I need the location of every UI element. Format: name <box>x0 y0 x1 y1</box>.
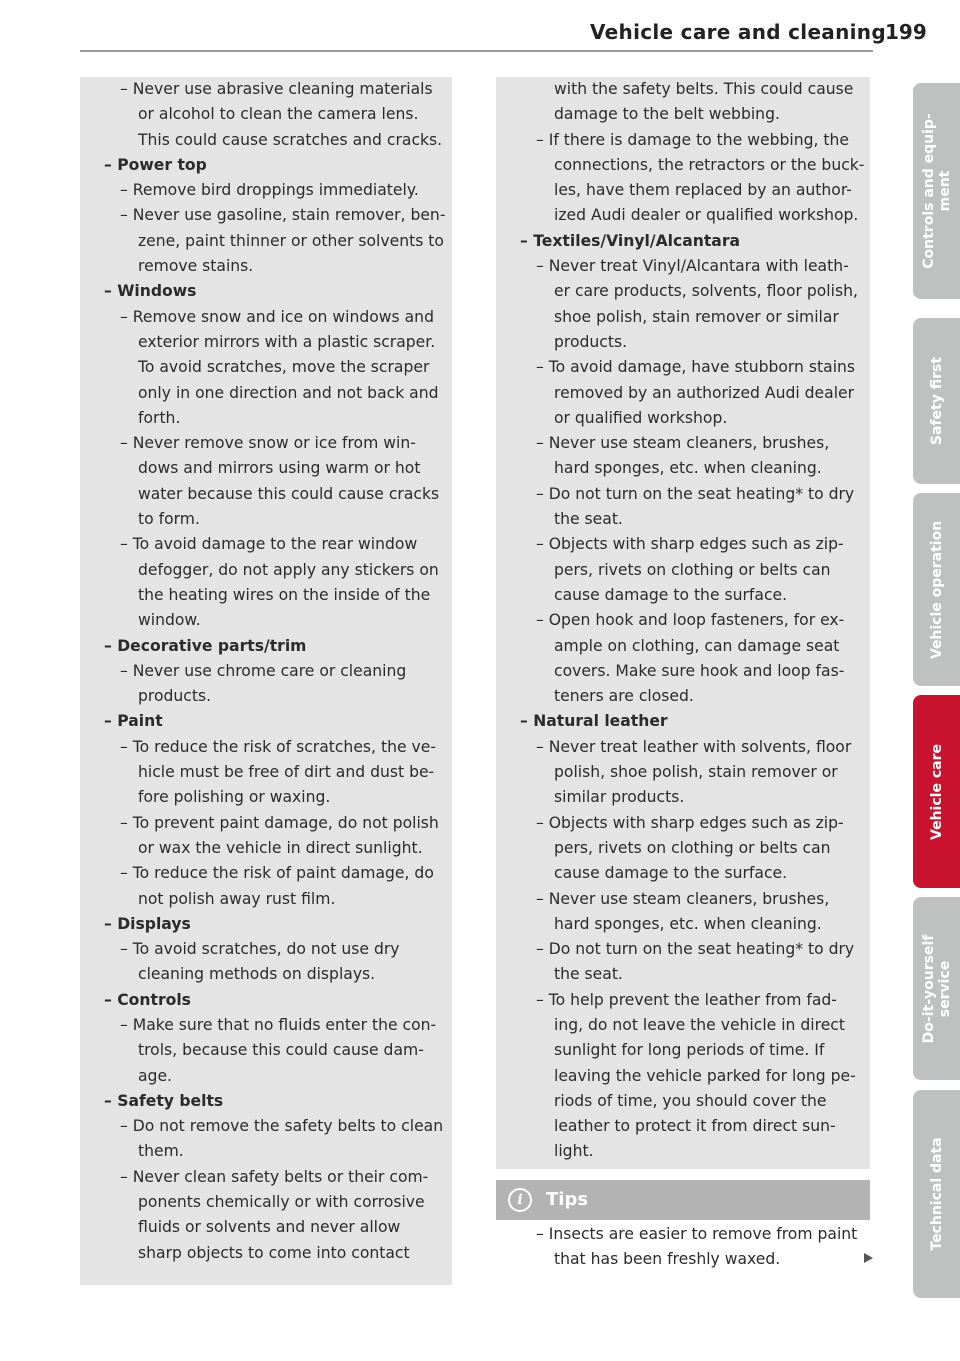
text-line: or qualified workshop. <box>554 408 728 427</box>
text-line: To avoid scratches, move the scraper <box>138 358 430 377</box>
text-line: ing, do not leave the vehicle in direct <box>554 1015 845 1034</box>
running-header-title: Vehicle care and cleaning <box>590 20 886 44</box>
text-line: hard sponges, etc. when cleaning. <box>554 914 822 933</box>
text-line: – Objects with sharp edges such as zip- <box>536 535 844 554</box>
tab-label: Vehicle care <box>928 743 945 840</box>
text-line: – Open hook and loop fasteners, for ex- <box>536 611 845 630</box>
tips-heading-bar <box>496 1180 870 1220</box>
text-line: – To help prevent the leather from fad- <box>536 990 837 1009</box>
text-line: zene, paint thinner or other solvents to <box>138 231 444 250</box>
page-number: 199 <box>885 20 927 44</box>
text-line: fore polishing or waxing. <box>138 788 331 807</box>
text-line: teners are closed. <box>554 687 694 706</box>
text-line: sharp objects to come into contact <box>138 1243 410 1262</box>
tab-safety-first[interactable] <box>913 318 960 484</box>
text-line: leaving the vehicle parked for long pe- <box>554 1066 856 1085</box>
tab-controls-and-equipment[interactable] <box>913 83 960 299</box>
left-column-text <box>80 77 452 1266</box>
section-heading: – Power top <box>104 155 207 174</box>
text-line: – Make sure that no fluids enter the con- <box>120 1015 437 1034</box>
text-line: exterior mirrors with a plastic scraper. <box>138 332 436 351</box>
tab-vehicle-care[interactable] <box>913 695 960 888</box>
text-line: – Never use steam cleaners, brushes, <box>536 889 830 908</box>
text-line: – To avoid scratches, do not use dry <box>120 940 400 959</box>
text-line: – Do not turn on the seat heating* to dry <box>536 940 855 959</box>
text-line: – Remove snow and ice on windows and <box>120 307 434 326</box>
text-line: – Do not turn on the seat heating* to dry <box>536 484 855 503</box>
text-line: pers, rivets on clothing or belts can <box>554 838 831 857</box>
right-column-text <box>496 77 870 1165</box>
text-line: ized Audi dealer or qualified workshop. <box>554 206 859 225</box>
text-line: damage to the belt webbing. <box>554 105 780 124</box>
text-line: products. <box>554 332 628 351</box>
section-heading: – Decorative parts/trim <box>104 636 307 655</box>
text-line: cleaning methods on displays. <box>138 965 376 984</box>
section-heading: – Controls <box>104 990 191 1009</box>
text-line: – To reduce the risk of scratches, the ve- <box>120 737 436 756</box>
text-line: age. <box>138 1066 173 1085</box>
text-line: light. <box>554 1142 594 1161</box>
text-line: – To avoid damage to the rear window <box>120 535 418 554</box>
text-line: leather to protect it from direct sun- <box>554 1117 836 1136</box>
section-heading: – Paint <box>104 712 163 731</box>
text-line: fluids or solvents and never allow <box>138 1218 401 1237</box>
tab-vehicle-operation[interactable] <box>913 493 960 686</box>
text-line: hicle must be free of dirt and dust be- <box>138 763 435 782</box>
text-line: forth. <box>138 408 181 427</box>
section-heading: – Natural leather <box>520 712 668 731</box>
tips-text <box>496 1222 870 1273</box>
continue-arrow-icon <box>864 1253 873 1263</box>
text-line: removed by an authorized Audi dealer <box>554 383 855 402</box>
section-heading: – Textiles/Vinyl/Alcantara <box>520 231 741 250</box>
info-icon: i <box>508 1188 532 1212</box>
tab-do-it-yourself-service[interactable] <box>913 897 960 1080</box>
text-line: er care products, solvents, floor polish, <box>554 282 858 301</box>
text-line: them. <box>138 1142 184 1161</box>
text-line: or alcohol to clean the camera lens. <box>138 105 419 124</box>
section-heading: – Windows <box>104 282 197 301</box>
text-line: sunlight for long periods of time. If <box>554 1041 825 1060</box>
text-line: This could cause scratches and cracks. <box>138 130 443 149</box>
tab-label: Vehicle operation <box>928 520 945 659</box>
header-rule <box>80 50 873 52</box>
text-line: remove stains. <box>138 257 254 276</box>
text-line: cause damage to the surface. <box>554 864 788 883</box>
text-line: with the safety belts. This could cause <box>554 80 854 98</box>
tips-heading: Tips <box>546 1189 589 1210</box>
text-line: the seat. <box>554 965 623 984</box>
text-line: – Never treat leather with solvents, floor <box>536 737 852 756</box>
text-line: connections, the retractors or the buck- <box>554 155 865 174</box>
text-line: trols, because this could cause dam- <box>138 1041 424 1060</box>
text-line: dows and mirrors using warm or hot <box>138 459 421 478</box>
text-line: the seat. <box>554 510 623 529</box>
text-line: – Never use chrome care or cleaning <box>120 661 407 680</box>
text-line: shoe polish, stain remover or similar <box>554 307 839 326</box>
text-line: – If there is damage to the webbing, the <box>536 130 849 149</box>
section-heading: – Displays <box>104 914 191 933</box>
text-line: or wax the vehicle in direct sunlight. <box>138 838 423 857</box>
tab-label: Do-it-yourself service <box>920 934 953 1043</box>
tab-label: Technical data <box>928 1137 945 1251</box>
text-line: – To prevent paint damage, do not polish <box>120 813 439 832</box>
text-line: – Never treat Vinyl/Alcantara with leath- <box>536 257 849 276</box>
tab-label: Controls and equip- ment <box>920 113 953 269</box>
text-line: covers. Make sure hook and loop fas- <box>554 661 845 680</box>
text-line: ample on clothing, can damage seat <box>554 636 840 655</box>
text-line: only in one direction and not back and <box>138 383 439 402</box>
text-line: – Never use steam cleaners, brushes, <box>536 434 830 453</box>
text-line: – Objects with sharp edges such as zip- <box>536 813 844 832</box>
text-line: pers, rivets on clothing or belts can <box>554 560 831 579</box>
text-line: cause damage to the surface. <box>554 585 788 604</box>
text-line: – Never remove snow or ice from win- <box>120 434 416 453</box>
text-line: water because this could cause cracks <box>138 484 440 503</box>
text-line: polish, shoe polish, stain remover or <box>554 763 838 782</box>
text-line: – Do not remove the safety belts to clean <box>120 1117 444 1136</box>
text-line: – To avoid damage, have stubborn stains <box>536 358 856 377</box>
tab-technical-data[interactable] <box>913 1090 960 1298</box>
text-line: – Never use gasoline, stain remover, ben- <box>120 206 446 225</box>
text-line: – To reduce the risk of paint damage, do <box>120 864 434 883</box>
text-line: to form. <box>138 510 200 529</box>
section-heading: – Safety belts <box>104 1091 224 1110</box>
text-line: riods of time, you should cover the <box>554 1091 827 1110</box>
text-line: – Never use abrasive cleaning materials <box>120 80 433 98</box>
text-line: not polish away rust film. <box>138 889 336 908</box>
text-line: products. <box>138 687 212 706</box>
text-line: defogger, do not apply any stickers on <box>138 560 439 579</box>
text-line: ponents chemically or with corrosive <box>138 1193 425 1212</box>
text-line: hard sponges, etc. when cleaning. <box>554 459 822 478</box>
text-line: les, have them replaced by an author- <box>554 181 852 200</box>
text-line: – Remove bird droppings immediately. <box>120 181 419 200</box>
text-line: that has been freshly waxed. <box>554 1250 781 1269</box>
text-line: the heating wires on the inside of the <box>138 585 431 604</box>
text-line: window. <box>138 611 201 630</box>
text-line: – Never clean safety belts or their com- <box>120 1167 429 1186</box>
text-line: – Insects are easier to remove from paint <box>536 1225 858 1243</box>
tab-label: Safety first <box>928 356 945 446</box>
text-line: similar products. <box>554 788 685 807</box>
